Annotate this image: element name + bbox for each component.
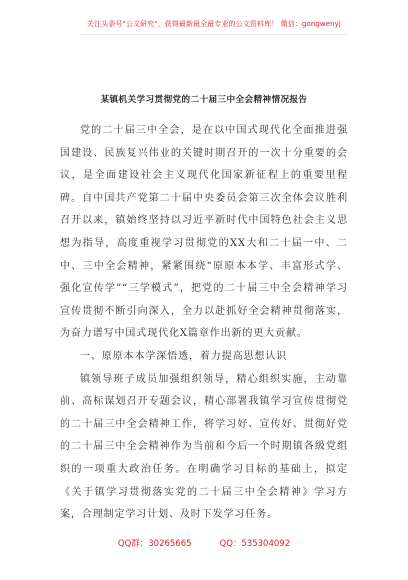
document-body: [60, 120, 348, 527]
footer-qq: QQ：535304092: [219, 539, 291, 549]
footer-contact: [0, 538, 408, 550]
header-banner: [80, 16, 348, 35]
paragraph-intro: 党的二十届三中全会，是在以中国式现代化全面推进强国建设、民族复兴伟业的关键时期召开的一次十分重要的会议，是全面建设社会主义现代化国家新征程上的重要里程碑。自中国共产党第二十届中央委员会第三次全体会议胜利召开以来，镇始终坚持以习近平新时代中国特色社会主义思想为指导，高度重视学习贯彻党的XX大和二十届一中、二中、三中全会精神，紧紧围绕“原原本本学、丰富形式学、强化宣传学”“三学模式”，把党的二十届三中全会精神学习宣传贯彻不断引向深入，全力以赴抓好全会精神贯彻落实，为奋力谱写中国式现代化X篇章作出新的更大贡献。: [60, 125, 348, 340]
header-notice: 关注头条号"公文研究"，获得最新最全最专业的公文资料库！ 微信：gongwenyj: [87, 20, 341, 28]
section-heading: 一、原原本本学深悟透，着力提高思想认识: [80, 350, 288, 362]
footer-qq-group: QQ群：30265665: [117, 539, 192, 549]
document-title: 某镇机关学习贯彻党的二十届三中全会精神情况报告: [100, 95, 308, 105]
paragraph-section-1: 镇领导班子成员加强组织领导，精心组织实施，主动靠前、高标谋划召开专题会议，精心部署我镇学习宣传贯彻党的二十届三中全会精神工作，将学习好、宣传好、贯彻好党的二十届三中全会精神作为当前和今后一个时期镇各级党组织的一项重大政治任务。在明确学习目标的基础上，拟定《关于镇学习贯彻落实党的二十届三中全会精神》学习方案，合理制定学习计划、及时下发学习任务。: [60, 373, 348, 521]
